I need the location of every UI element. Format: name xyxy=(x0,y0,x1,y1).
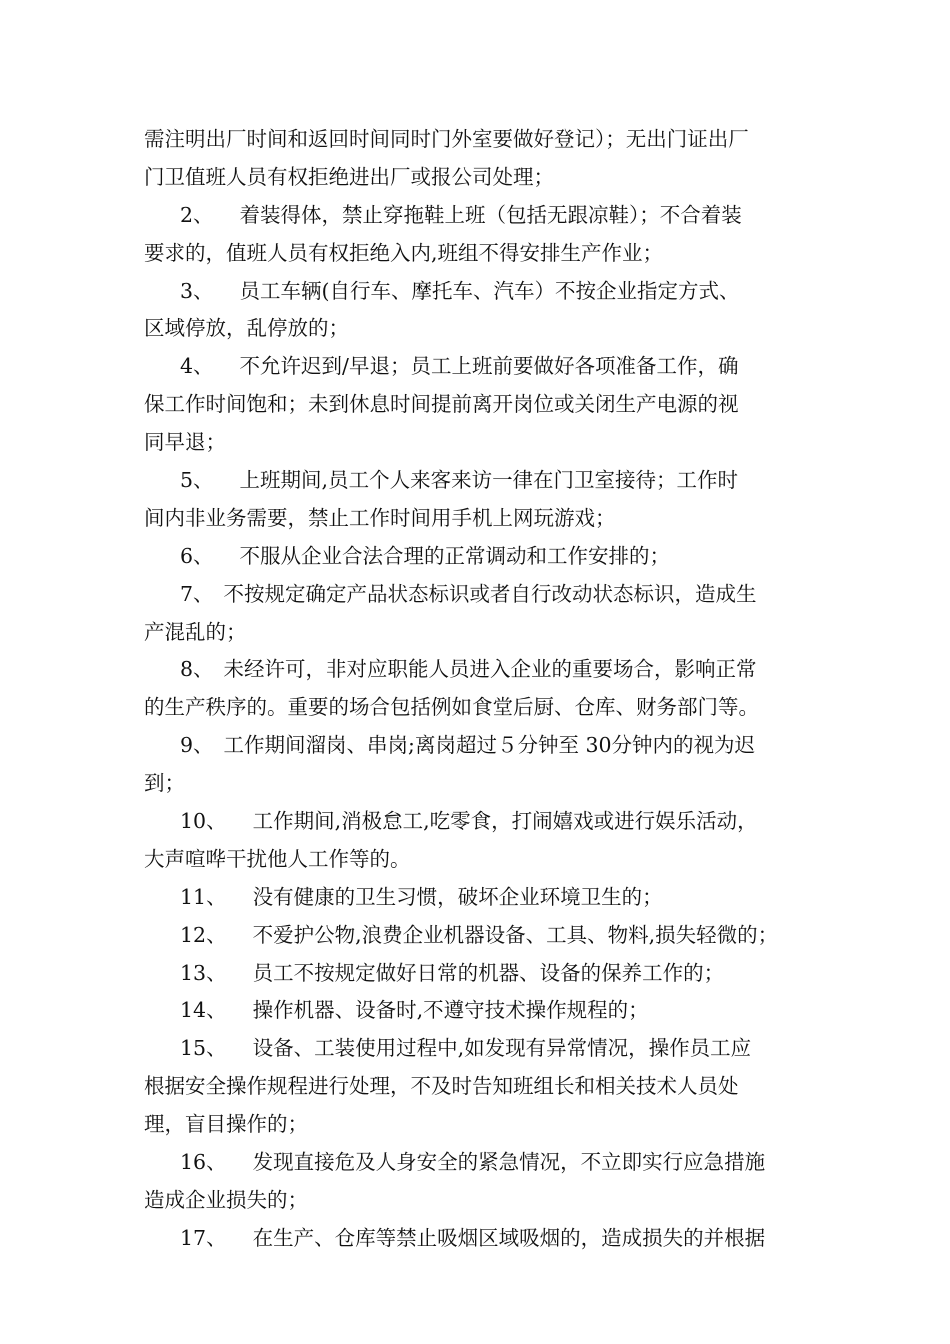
text-line xyxy=(144,424,816,462)
list-item-number: 3、 xyxy=(180,278,214,303)
text-line xyxy=(144,386,816,424)
line-text: 保工作时间饱和；未到休息时间提前离开岗位或关闭生产电源的视 xyxy=(144,392,739,417)
list-item-line xyxy=(144,576,816,614)
line-text: 设备、工装使用过程中,如发现有异常情况，操作员工应 xyxy=(252,1036,752,1061)
list-item-number: 12、 xyxy=(180,922,227,947)
line-text: 同早退； xyxy=(144,430,226,455)
line-text: 理，盲目操作的； xyxy=(144,1112,308,1137)
line-text: 不服从企业合法合理的正常调动和工作安排的； xyxy=(239,543,671,568)
line-text: 的生产秩序的。重要的场合包括例如食堂后厨、仓库、财务部门等。 xyxy=(144,695,759,720)
text-line xyxy=(144,765,816,803)
list-item-number: 5、 xyxy=(180,468,214,493)
text-line xyxy=(144,235,816,273)
line-text: 要求的，值班人员有权拒绝入内,班组不得安排生产作业； xyxy=(144,240,664,265)
text-line xyxy=(144,310,816,348)
text-line xyxy=(144,1068,816,1106)
list-item-line xyxy=(144,803,816,841)
list-item-line xyxy=(144,727,816,765)
list-item-number: 17、 xyxy=(180,1225,227,1250)
line-text: 大声喧哗干扰他人工作等的。 xyxy=(144,846,411,871)
list-item-number: 11、 xyxy=(180,884,227,909)
line-text: 员工不按规定做好日常的机器、设备的保养工作的； xyxy=(252,960,725,985)
list-item-line xyxy=(144,992,816,1030)
line-text: 到； xyxy=(144,771,185,796)
list-item-line xyxy=(144,1144,816,1182)
line-text: 操作机器、设备时,不遵守技术操作规程的； xyxy=(252,998,649,1023)
list-item-number: 7、 xyxy=(180,581,214,606)
list-item-number: 8、 xyxy=(180,657,214,682)
line-text: 间内非业务需要，禁止工作时间用手机上网玩游戏； xyxy=(144,505,616,530)
list-item-line xyxy=(144,273,816,311)
line-text: 发现直接危及人身安全的紧急情况，不立即实行应急措施 xyxy=(252,1150,766,1175)
line-text: 着装得体，禁止穿拖鞋上班（包括无跟凉鞋）；不合着装 xyxy=(239,202,742,227)
list-item-number: 4、 xyxy=(180,354,214,379)
line-text: 区域停放，乱停放的； xyxy=(144,316,349,341)
list-item-number: 6、 xyxy=(180,543,214,568)
line-text: 根据安全操作规程进行处理，不及时告知班组长和相关技术人员处 xyxy=(144,1074,739,1099)
line-text: 需注明出厂时间和返回时间同时门外室要做好登记）；无出门证出厂 xyxy=(144,127,749,151)
line-text: 未经许可，非对应职能人员进入企业的重要场合，影响正常 xyxy=(223,657,757,682)
list-item-line xyxy=(144,348,816,386)
list-item-line xyxy=(144,917,816,955)
line-text: 产混乱的； xyxy=(144,619,247,644)
list-item-number: 16、 xyxy=(180,1150,227,1175)
text-line xyxy=(144,1182,816,1220)
text-line xyxy=(144,159,816,197)
text-line xyxy=(144,841,816,879)
text-line xyxy=(144,1106,816,1144)
list-item-line xyxy=(144,462,816,500)
list-item-line xyxy=(144,538,816,576)
list-item-number: 9、 xyxy=(180,733,214,758)
list-item-number: 13、 xyxy=(180,960,227,985)
line-text: 上班期间,员工个人来客来访一律在门卫室接待；工作时 xyxy=(239,468,739,493)
line-text: 在生产、仓库等禁止吸烟区域吸烟的，造成损失的并根据 xyxy=(252,1225,766,1250)
line-text: 员工车辆(自行车、摩托车、汽车）不按企业指定方式、 xyxy=(239,278,740,303)
text-line xyxy=(144,500,816,538)
line-text: 不按规定确定产品状态标识或者自行改动状态标识，造成生 xyxy=(223,581,757,606)
line-text: 工作期间溜岗、串岗;离岗超过５分钟至 30分钟内的视为迟 xyxy=(223,733,756,758)
list-item-line xyxy=(144,1030,816,1068)
list-item-number: 2、 xyxy=(180,202,214,227)
text-line xyxy=(144,121,816,159)
line-text: 没有健康的卫生习惯，破坏企业环境卫生的； xyxy=(252,884,663,909)
text-line xyxy=(144,689,816,727)
list-item-line xyxy=(144,955,816,993)
line-text: 门卫值班人员有权拒绝进出厂或报公司处理； xyxy=(144,164,554,189)
list-item-line xyxy=(144,197,816,235)
document-body xyxy=(144,121,816,1258)
text-line xyxy=(144,614,816,652)
line-text: 不允许迟到/早退；员工上班前要做好各项准备工作，确 xyxy=(239,354,739,379)
line-text: 不爱护公物,浪费企业机器设备、工具、物料,损失轻微的； xyxy=(252,922,779,947)
line-text: 工作期间,消极怠工,吃零食，打闹嬉戏或进行娱乐活动， xyxy=(252,809,758,834)
line-text: 造成企业损失的； xyxy=(144,1187,308,1212)
list-item-line xyxy=(144,879,816,917)
list-item-number: 15、 xyxy=(180,1036,227,1061)
list-item-number: 10、 xyxy=(180,809,227,834)
list-item-line xyxy=(144,651,816,689)
list-item-number: 14、 xyxy=(180,998,227,1023)
list-item-line xyxy=(144,1220,816,1258)
